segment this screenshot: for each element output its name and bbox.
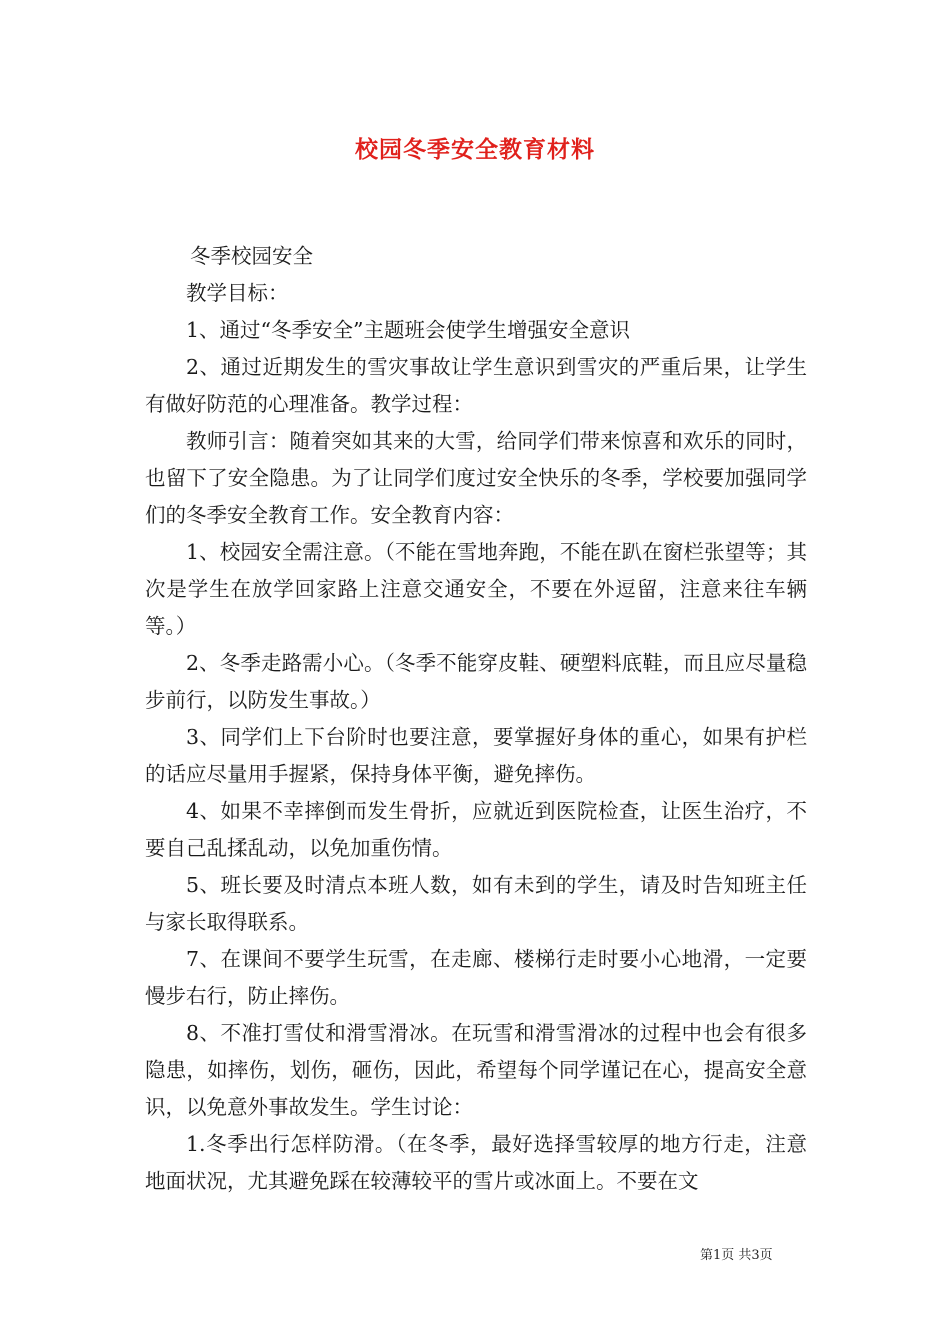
paragraph: 1.冬季出行怎样防滑。（在冬季，最好选择雪较厚的地方行走，注意地面状况，尤其避免踩在较薄较平的雪片或冰面上。不要在文: [145, 1132, 807, 1193]
paragraph: 3、同学们上下台阶时也要注意，要掌握好身体的重心，如果有护栏的话应尽量用手握紧，保持身体平衡，避免摔伤。: [145, 725, 807, 786]
paragraph-section-heading: 冬季校园安全: [190, 244, 313, 268]
paragraph-teaching-goals: 教学目标：: [186, 281, 289, 305]
paragraph: 2、冬季走路需小心。（冬季不能穿皮鞋、硬塑料底鞋，而且应尽量稳步前行，以防发生事故。）: [145, 651, 807, 712]
page-number: 第1页 共3页: [700, 1248, 773, 1263]
paragraph: 5、班长要及时清点本班人数，如有未到的学生，请及时告知班主任与家长取得联系。: [145, 873, 807, 934]
paragraph: 8、不准打雪仗和滑雪滑冰。在玩雪和滑雪滑冰的过程中也会有很多隐患，如摔伤，划伤，砸伤，因此，希望每个同学谨记在心，提高安全意识，以免意外事故发生。学生讨论：: [145, 1021, 807, 1119]
paragraph: 7、在课间不要学生玩雪，在走廊、楼梯行走时要小心地滑，一定要慢步右行，防止摔伤。: [145, 947, 807, 1008]
paragraph: 1、通过“冬季安全”主题班会使学生增强安全意识: [186, 318, 631, 342]
paragraph: 教师引言：随着突如其来的大雪，给同学们带来惊喜和欢乐的同时，也留下了安全隐患。为了让同学们度过安全快乐的冬季，学校要加强同学们的冬季安全教育工作。安全教育内容：: [145, 429, 807, 527]
paragraph: 2、通过近期发生的雪灾事故让学生意识到雪灾的严重后果，让学生有做好防范的心理准备。教学过程：: [145, 355, 807, 416]
document-title: 校园冬季安全教育材料: [355, 136, 595, 163]
paragraph: 1、校园安全需注意。（不能在雪地奔跑，不能在趴在窗栏张望等；其次是学生在放学回家路上注意交通安全，不要在外逗留，注意来往车辆等。）: [145, 540, 807, 638]
document-body: [145, 238, 807, 1200]
paragraph: 4、如果不幸摔倒而发生骨折，应就近到医院检查，让医生治疗，不要自己乱揉乱动，以免加重伤情。: [145, 799, 807, 860]
